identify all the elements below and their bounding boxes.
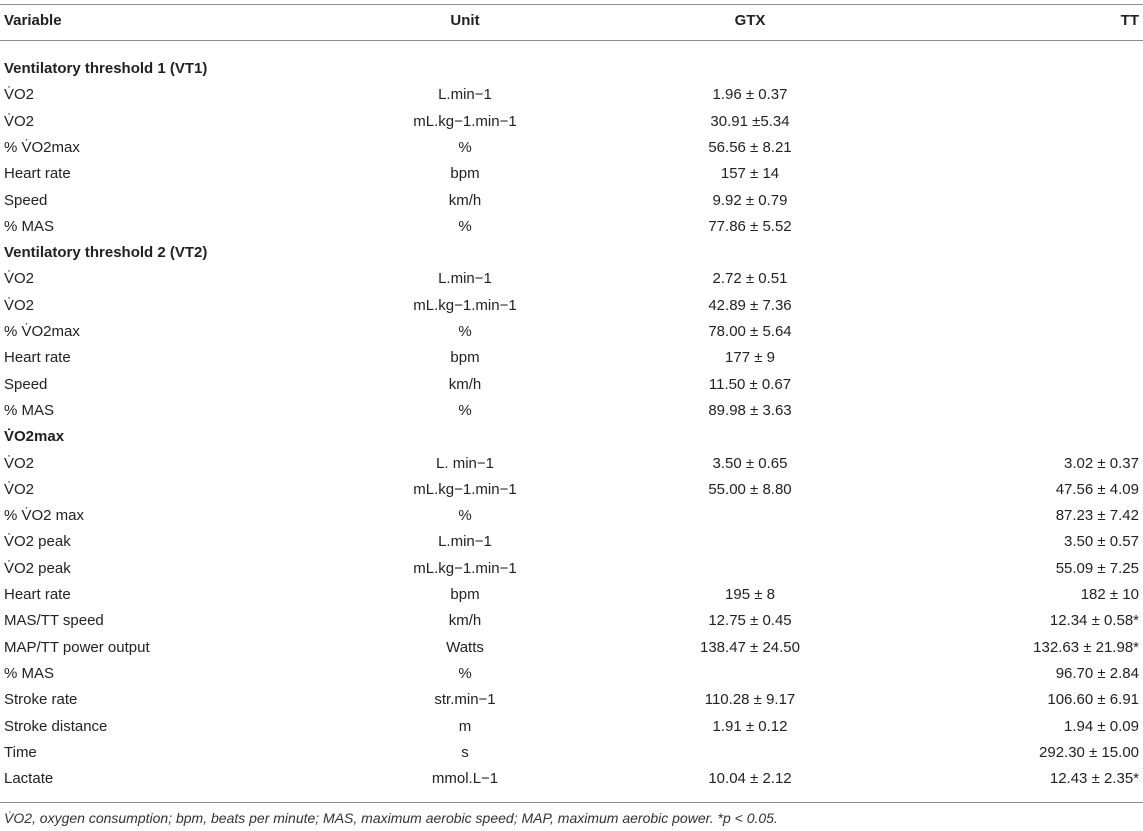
row-gtx-value: 30.91 ±5.34: [710, 112, 790, 130]
row-unit: mmol.L−1: [431, 770, 499, 788]
table-row: [0, 766, 1143, 792]
table-row: [0, 188, 1143, 214]
table-row: [0, 161, 1143, 187]
row-tt-value: 87.23 ± 7.42: [1055, 507, 1139, 525]
row-gtx-value: 138.47 ± 24.50: [700, 638, 800, 656]
table-row: [0, 556, 1143, 582]
table-row: [0, 503, 1143, 529]
table-row: [0, 398, 1143, 424]
row-variable: Stroke distance: [4, 717, 108, 735]
section-label: Ventilatory threshold 2 (VT2): [4, 244, 208, 262]
row-unit: mL.kg−1.min−1: [413, 296, 517, 314]
row-variable: Speed: [4, 375, 48, 393]
table-row: [0, 293, 1143, 319]
row-variable: Speed: [4, 191, 48, 209]
row-unit: %: [458, 323, 472, 340]
table-row: [0, 214, 1143, 240]
table-row: [0, 661, 1143, 687]
row-gtx-value: 177 ± 9: [725, 349, 775, 367]
row-variable: V̇O2: [4, 296, 35, 314]
row-variable: % MAS: [4, 664, 55, 682]
row-tt-value: 132.63 ± 21.98*: [1033, 638, 1139, 656]
row-unit: mL.kg−1.min−1: [413, 112, 517, 130]
section-label: Ventilatory threshold 1 (VT1): [4, 60, 208, 77]
row-variable: % V̇O2max: [4, 138, 80, 156]
row-unit: %: [458, 401, 472, 419]
row-variable: V̇O2 peak: [4, 559, 71, 577]
row-gtx-value: 55.00 ± 8.80: [708, 480, 792, 498]
row-tt-value: 1.94 ± 0.09: [1064, 717, 1139, 735]
row-unit: mL.kg−1.min−1: [413, 559, 517, 577]
table-row: [0, 714, 1143, 740]
table-row: [0, 109, 1143, 135]
table-row: [0, 740, 1143, 766]
row-unit: %: [458, 664, 472, 682]
table-row: [0, 319, 1143, 345]
row-unit: m: [458, 717, 472, 735]
row-tt-value: 47.56 ± 4.09: [1055, 480, 1139, 498]
header-gtx: GTX: [734, 12, 766, 29]
table-row: [0, 82, 1143, 108]
row-gtx-value: 56.56 ± 8.21: [708, 138, 792, 156]
row-variable: Lactate: [4, 770, 54, 788]
section-header-row: [0, 240, 1143, 266]
row-unit: str.min−1: [434, 691, 496, 709]
row-variable: V̇O2 peak: [4, 533, 71, 551]
row-variable: % V̇O2max: [4, 323, 80, 340]
row-gtx-value: 78.00 ± 5.64: [708, 323, 792, 340]
table-row: [0, 582, 1143, 608]
table-row: [0, 372, 1143, 398]
row-unit: %: [458, 217, 472, 235]
row-tt-value: 3.02 ± 0.37: [1064, 454, 1139, 472]
row-variable: V̇O2: [4, 454, 35, 472]
row-tt-value: 182 ± 10: [1080, 586, 1139, 603]
row-unit: L.min−1: [438, 86, 492, 104]
table-row: [0, 345, 1143, 371]
row-unit: L.min−1: [438, 270, 492, 288]
row-variable: % MAS: [4, 401, 55, 419]
row-gtx-value: 12.75 ± 0.45: [708, 612, 792, 630]
header-rule: [0, 40, 1143, 41]
row-unit: km/h: [448, 191, 482, 209]
row-variable: Time: [4, 743, 37, 761]
table-row: [0, 451, 1143, 477]
row-gtx-value: 2.72 ± 0.51: [712, 270, 788, 288]
row-gtx-value: 9.92 ± 0.79: [712, 191, 788, 209]
header-unit: Unit: [450, 12, 480, 29]
row-variable: MAP/TT power output: [4, 638, 150, 656]
row-tt-value: 55.09 ± 7.25: [1055, 559, 1139, 577]
row-unit: %: [458, 138, 472, 156]
row-variable: Heart rate: [4, 165, 71, 183]
row-unit: bpm: [450, 165, 480, 183]
row-variable: MAS/TT speed: [4, 612, 104, 630]
row-gtx-value: 1.96 ± 0.37: [712, 86, 788, 104]
table-row: [0, 135, 1143, 161]
row-unit: km/h: [448, 375, 482, 393]
row-gtx-value: 110.28 ± 9.17: [704, 691, 796, 709]
row-variable: V̇O2: [4, 480, 35, 498]
row-gtx-value: 1.91 ± 0.12: [712, 717, 788, 735]
row-gtx-value: 89.98 ± 3.63: [708, 401, 792, 419]
header-tt: TT: [1120, 12, 1139, 29]
section-label: V̇O2max: [4, 428, 65, 446]
row-unit: bpm: [450, 586, 480, 603]
row-unit: Watts: [446, 638, 484, 656]
row-variable: Heart rate: [4, 586, 71, 603]
row-gtx-value: 3.50 ± 0.65: [712, 454, 788, 472]
table-row: [0, 608, 1143, 634]
row-gtx-value: 11.50 ± 0.67: [708, 375, 792, 393]
row-variable: % MAS: [4, 217, 55, 235]
header-variable: Variable: [4, 12, 62, 29]
row-unit: mL.kg−1.min−1: [413, 480, 517, 498]
section-header-row: [0, 424, 1143, 450]
row-unit: bpm: [450, 349, 480, 367]
row-unit: %: [458, 507, 472, 525]
row-tt-value: 12.43 ± 2.35*: [1049, 770, 1139, 788]
row-tt-value: 106.60 ± 6.91: [1047, 691, 1139, 709]
row-gtx-value: 42.89 ± 7.36: [708, 296, 792, 314]
row-tt-value: 12.34 ± 0.58*: [1049, 612, 1139, 630]
row-variable: V̇O2: [4, 270, 35, 288]
row-tt-value: 292.30 ± 15.00: [1039, 743, 1139, 761]
row-gtx-value: 195 ± 8: [725, 586, 775, 603]
table-row: [0, 477, 1143, 503]
table-row: [0, 687, 1143, 713]
row-unit: km/h: [448, 612, 482, 630]
table-footnote: V̇O2, oxygen consumption; bpm, beats per minute; MAS, maximum aerobic speed; MAP, maximum aerobic power. *p < 0.05.: [4, 810, 778, 826]
section-header-row: [0, 56, 1143, 82]
row-variable: Stroke rate: [4, 691, 78, 709]
table-header-row: [0, 8, 1143, 34]
table-row: [0, 635, 1143, 661]
row-tt-value: 3.50 ± 0.57: [1064, 533, 1139, 551]
row-variable: V̇O2: [4, 86, 35, 104]
row-unit: L.min−1: [438, 533, 492, 551]
row-variable: V̇O2: [4, 112, 35, 130]
row-variable: % V̇O2 max: [4, 507, 85, 525]
row-tt-value: 96.70 ± 2.84: [1055, 664, 1139, 682]
row-variable: Heart rate: [4, 349, 71, 367]
row-unit: s: [461, 743, 469, 761]
row-unit: L. min−1: [436, 454, 494, 472]
row-gtx-value: 77.86 ± 5.52: [708, 217, 792, 235]
bottom-rule: [0, 802, 1143, 803]
row-gtx-value: 157 ± 14: [720, 165, 780, 183]
top-rule: [0, 4, 1143, 5]
row-gtx-value: 10.04 ± 2.12: [708, 770, 792, 788]
table-row: [0, 266, 1143, 292]
table-row: [0, 529, 1143, 555]
